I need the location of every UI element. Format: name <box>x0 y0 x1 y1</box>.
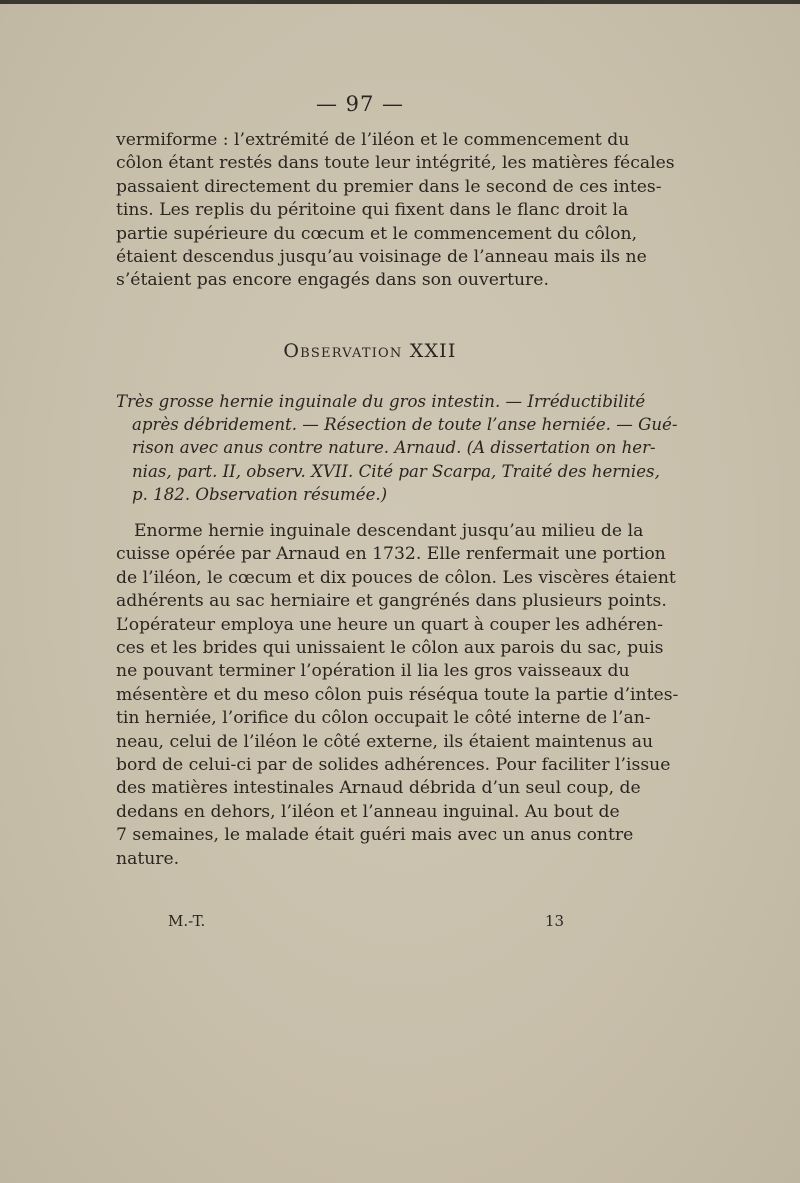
text-line: ne pouvant terminer l’opération il lia les gros vaisseaux du <box>116 661 630 682</box>
text-line: partie supérieure du cœcum et le commencement du côlon, <box>116 223 638 244</box>
paragraph-continuation <box>116 129 675 293</box>
summary-line: Très grosse hernie inguinale du gros intestin. — Irréductibilité <box>116 392 646 411</box>
text-line: passaient directement du premier dans le second de ces intes- <box>116 176 662 197</box>
summary-line: après débridement. — Résection de toute l’anse herniée. — Gué- <box>132 415 678 435</box>
summary-line: nias, part. II, observ. XVII. Cité par Scarpa, Traité des hernies, <box>132 461 660 481</box>
scan-edge <box>0 0 800 4</box>
observation-summary <box>116 390 678 506</box>
sheet-number: 13 <box>545 912 565 930</box>
summary-line: rison avec anus contre nature. Arnaud. (A dissertation on her- <box>132 438 656 458</box>
text-line: cuisse opérée par Arnaud en 1732. Elle renfermait une portion <box>116 544 666 565</box>
text-line: mésentère et du meso côlon puis réséqua toute la partie d’intes- <box>116 684 679 705</box>
text-line: tins. Les replis du péritoine qui fixent dans le flanc droit la <box>116 200 629 221</box>
printer-signature: M.-T. <box>168 912 206 930</box>
text-line: étaient descendus jusqu’au voisinage de l’anneau mais ils ne <box>116 247 647 268</box>
text-line: des matières intestinales Arnaud débrida d’un seul coup, de <box>116 778 641 799</box>
text-line: vermiforme : l’extrémité de l’iléon et le commencement du <box>116 130 630 150</box>
text-line: tin herniée, l’orifice du côlon occupait le côté interne de l’an- <box>116 708 651 729</box>
text-line: s’étaient pas encore engagés dans son ouverture. <box>116 270 549 291</box>
text-line: dedans en dehors, l’iléon et l’anneau inguinal. Au bout de <box>116 801 620 822</box>
observation-body <box>116 520 679 871</box>
text-line: ces et les brides qui unissaient le côlon aux parois du sac, puis <box>116 638 664 659</box>
text-line: 7 semaines, le malade était guéri mais avec un anus contre <box>116 825 634 846</box>
text-line: nature. <box>116 848 180 869</box>
summary-line: p. 182. Observation résumée.) <box>132 484 388 504</box>
text-line: côlon étant restés dans toute leur intégrité, les matières fécales <box>116 153 675 174</box>
text-line: de l’iléon, le cœcum et dix pouces de côlon. Les viscères étaient <box>116 567 676 588</box>
page-number: — 97 — <box>315 92 405 116</box>
text-line: L’opérateur employa une heure un quart à couper les adhéren- <box>116 614 664 635</box>
text-line: adhérents au sac herniaire et gangrénés dans plusieurs points. <box>116 591 667 612</box>
observation-heading: Observation XXII <box>283 340 457 362</box>
text-line: Enorme hernie inguinale descendant jusqu’au milieu de la <box>134 521 644 541</box>
text-line: bord de celui-ci par de solides adhérences. Pour faciliter l’issue <box>116 755 671 776</box>
text-line: neau, celui de l’iléon le côté externe, ils étaient maintenus au <box>116 731 654 752</box>
